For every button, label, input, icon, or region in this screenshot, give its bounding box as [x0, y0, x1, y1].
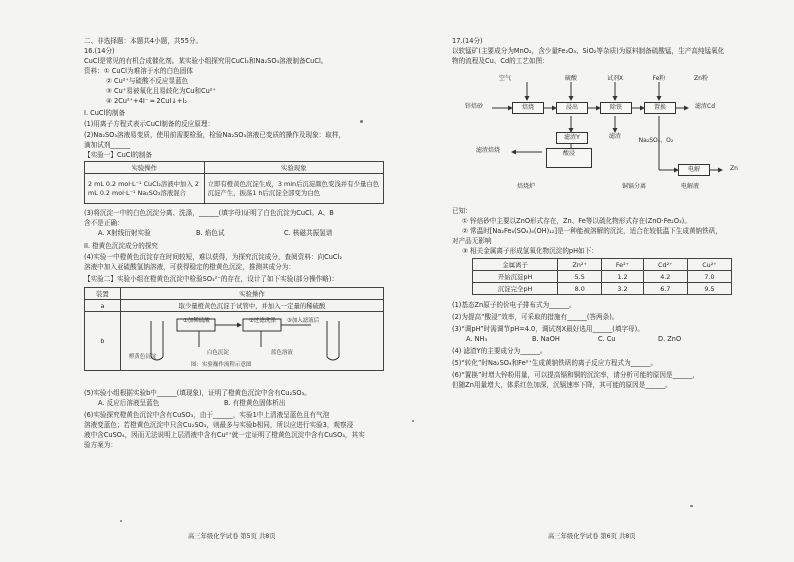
q17-intro: 以软锰矿(主要成分为MnO₂，含少量Fe₂O₃、SiO₂等杂质)为原料制备硫酸锰，生产高纯锰氧化 [452, 47, 725, 55]
q17-4: (4) 滤渣Y的主要成分为______。 [452, 347, 547, 355]
question-1: (1)用离子方程式表示CuCl制备的反应原理： [84, 120, 215, 128]
flow-mid-2: 滤渣 [608, 133, 621, 140]
table2-label-a: a [85, 300, 121, 312]
known-label: 已知： [452, 207, 472, 215]
question-2b: 滴加试剂______ [84, 141, 131, 149]
flow-top-3: 试剂X [606, 75, 624, 82]
flow-end-1: 电解 [678, 164, 710, 176]
flow-reagent: Na₂SO₄、O₂ [638, 137, 674, 144]
table1-cell-op: 2 mL 0.2 mol·L⁻¹ CuCl₂溶液中加入 2 mL 0.2 mol·L⁻¹ Na₂SO₃溶液混合 [85, 174, 205, 204]
question-4b: 溶液中加入亚硫酸氢钠溶液，可获得稳定的橙黄色沉淀，推测其成分为： [84, 263, 295, 271]
flow-step-1: 焙烧 [512, 102, 544, 114]
section-title: 二、非选择题：本题共4小题，共55分。 [84, 37, 203, 45]
table2-label-b: b [85, 312, 121, 371]
table-2 [84, 287, 384, 371]
info-3: ③ Cu⁺易被氧化且易歧化为Cu和Cu²⁺ [106, 87, 216, 95]
ph-header-4: Cu²⁺ [687, 259, 731, 271]
q17-5: (5)“转化”时Na₂SO₄和Fe²⁺生成黄钠铁矾的离子反应方程式为______。 [452, 359, 658, 367]
diagram-node-5: 橙黄色沉淀 [128, 354, 157, 360]
q16-intro: CuCl是常见的有机合成催化剂。某实验小组探究用CuCl₂和Na₂SO₃溶液制备CuCl。 [84, 57, 328, 65]
q17-3: (3)“调pH”时需调节pH=4.0，调试剂X最好选用______(填字母)。 [452, 325, 644, 333]
flow-top-4: Fe粉 [652, 75, 666, 82]
known-3: ③ 相关金属离子形成氢氧化物沉淀的pH如下： [462, 247, 598, 255]
question-3b: 含不是正确： [84, 219, 124, 227]
ph-row1-0: 开始沉淀pH [473, 271, 558, 283]
scan-speck [690, 505, 693, 507]
option-5a: A. 反应后溶液呈蓝色 [98, 399, 160, 407]
flow-out-1: 滤渣Cd [695, 103, 715, 110]
flow-start: 锌焙砂 [464, 103, 483, 110]
flow-side: 滤渣焙烧 [475, 147, 500, 154]
flow-end-2: Zn [730, 165, 738, 172]
flow-step-3: 除铁 [600, 102, 632, 114]
exp1-label: 【实验一】CuCl的制备 [84, 151, 152, 159]
flow-bottom-3: 电解液 [680, 183, 699, 190]
question-6b: 溶液变蓝色；若橙黄色沉淀中只含Cu₂SO₃，则最多与实验b相同，所以应进行实验3，观察浸 [84, 421, 354, 429]
table-1 [84, 161, 384, 204]
table2-diagram-cell [120, 312, 383, 371]
ph-row2-2: 3.2 [602, 283, 644, 295]
q17-6b: 但随Zn用量增大，体系红色加深，沉镉速率下降，其可能的原因是______。 [452, 381, 672, 389]
table1-header-obs: 实验现象 [204, 162, 383, 174]
ph-table [472, 258, 732, 295]
diagram-caption: 图：实验操作流程示意图 [190, 362, 252, 368]
process-flow-diagram [452, 70, 752, 200]
q17-3-option-b: B. NaOH [532, 335, 560, 343]
table1-header-op: 实验操作 [85, 162, 205, 174]
ph-row2-4: 9.5 [687, 283, 731, 295]
q17-1: (1)基态Zn原子的价电子排布式为______。 [452, 301, 576, 309]
part-1-title: I. CuCl的制备 [84, 109, 126, 117]
option-3c: C. 核磁共振氢谱 [284, 229, 333, 237]
info-2: ② Cu²⁺与硫酸不反应显蓝色 [106, 77, 189, 85]
exp2-label: 【实验二】实验小组在橙黄色沉淀中检验SO₃²⁻的存在，设计了如下实验(部分操作略)： [84, 275, 339, 283]
diagram-node-4: 白色沉淀 [206, 350, 229, 356]
question-2: (2)Na₂SO₃溶液易变质，使用前需要检验，检验Na₂SO₃溶液已变质的操作及现象：取样， [84, 131, 346, 139]
diagram-node-2: ②过滤洗涤 [248, 318, 276, 324]
flow-bottom-2: 铜镉分离 [621, 183, 646, 190]
q16-heading: 16.(14分) [84, 47, 115, 55]
info-1: 资料：① CuCl为难溶于水的白色固体 [84, 67, 193, 75]
right-page-footer: 高三年级化学试卷 第6页 共8页 [548, 533, 636, 540]
ph-row2-1: 8.0 [558, 283, 602, 295]
flow-mid-3: 酸浸 [546, 148, 592, 168]
ph-header-3: Cd²⁺ [643, 259, 687, 271]
q17-3-option-d: D. ZnO [658, 335, 682, 343]
known-1: ① 锌焙砂中主要以ZnO形式存在，Zn、Fe等以硫化物形式存在(ZnO·Fe₂O₃)。 [462, 217, 691, 225]
scan-speck [360, 120, 363, 123]
question-3: (3)将沉淀一中的白色沉淀分离、洗涤，______(填字母)证明了白色沉淀为CuCl。A、B [84, 209, 334, 217]
flow-top-2: 硫酸 [564, 75, 577, 82]
diagram-node-3: ③加入滤液后 [286, 318, 320, 324]
table1-cell-obs: 立即有橙黄色沉淀生成，3 min后沉淀颜色变浅并有少量白色沉淀产生，振荡1 h后沉淀全部变为白色 [204, 174, 383, 204]
known-2: ② 常温时[Na₂Fe₆(SO₄)₄(OH)₁₂]是一种能被溶解的沉淀，适合在较低温下生成黄钠铁矾， [462, 227, 722, 235]
ph-header-0: 金属离子 [473, 259, 558, 271]
ph-row1-4: 7.0 [687, 271, 731, 283]
option-5b: B. 有橙黄色固体析出 [224, 399, 286, 407]
option-3a: A. X射线衍射实验 [98, 229, 151, 237]
flow-step-4: 置换 [644, 102, 676, 114]
question-6: (6)实验探究橙黄色沉淀中含有CuSO₃，由于______，实验1中上清液呈蓝色且有气泡 [84, 411, 330, 419]
ph-row2-3: 6.7 [643, 283, 687, 295]
info-4: ④ 2Cu²⁺+4I⁻ ═ 2CuI↓+I₂ [106, 97, 187, 105]
ph-row1-3: 4.2 [643, 271, 687, 283]
option-3b: B. 焰色试 [196, 229, 225, 237]
table2-header-device: 装置 [85, 288, 121, 300]
q17-3-option-a: A. NH₃ [466, 335, 488, 343]
ph-header-2: Fe²⁺ [602, 259, 644, 271]
left-page-footer: 高三年级化学试卷 第5页 共8页 [188, 533, 276, 540]
table2-row-a: 取少量橙黄色沉淀于试管中，并加入一定量的稀硫酸 [120, 300, 383, 312]
q17-intro-2: 物的流程及Cu、Cd的工艺如图： [452, 57, 549, 65]
q17-2: (2)为提高“酸浸”效率，可采取的措施有______(答两条)。 [452, 313, 619, 321]
table2-header-op: 实验操作 [120, 288, 383, 300]
q17-3-option-c: C. Cu [598, 335, 616, 343]
q17-6: (6)“置换”时增大锌粉用量，可以提高镉和铜的沉淀率，请分析可能的原因是______， [452, 371, 699, 379]
part-2-title: II. 橙黄色沉淀成分的探究 [84, 242, 159, 250]
scan-speck [120, 520, 122, 522]
flow-top-5: Zn粉 [694, 75, 708, 82]
diagram-node-1: ①加稀硫酸 [182, 318, 210, 324]
scan-speck [412, 420, 414, 422]
q17-heading: 17.(14分) [452, 37, 483, 45]
question-5: (5)实验小组根据实验b中______(填现象)，证明了橙黄色沉淀中含有Cu₂SO₃。 [84, 389, 311, 397]
flow-bottom-1: 焙烧炉 [516, 183, 535, 190]
ph-row2-0: 沉淀完全pH [473, 283, 558, 295]
ph-row1-1: 5.5 [558, 271, 602, 283]
left-page [84, 36, 384, 506]
question-6d: 验方案为： [84, 441, 117, 449]
question-4: (4)实验一中橙黄色沉淀存在时间较短，难以获得，为探究沉淀成分，查阅资料：向CuCl₂ [84, 253, 342, 261]
flow-mid-1: 滤渣Y [556, 132, 588, 144]
diagram-node-6: 蓝色溶液 [270, 350, 293, 356]
ph-row1-2: 1.2 [602, 271, 644, 283]
ph-header-1: Zn²⁺ [558, 259, 602, 271]
right-page [452, 36, 752, 506]
known-2b: 对产品无影响 [452, 237, 492, 245]
flow-step-2: 浸出 [556, 102, 588, 114]
flow-top-1: 空气 [498, 75, 511, 82]
question-6c: 液中含CuSO₄，因而无法说明上层清液中含有Cu²⁺就一定证明了橙黄色沉淀中含有CuSO₃，其实 [84, 431, 365, 439]
